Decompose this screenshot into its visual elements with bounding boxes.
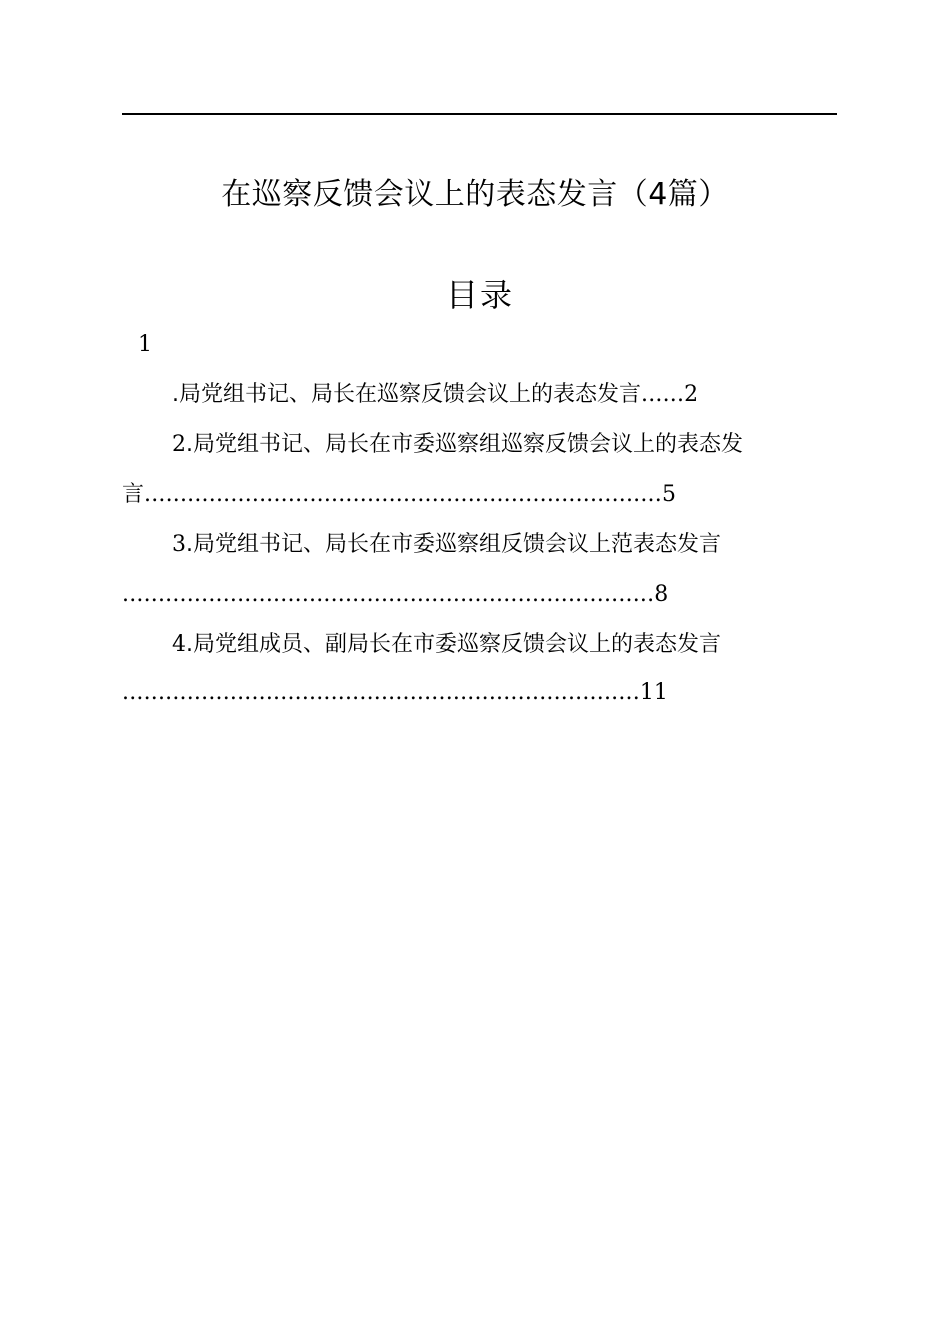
toc-entry-number: 3 xyxy=(172,532,186,557)
toc-entry-text: .局党组书记、局长在市委巡察组反馈会议上范表态发言 xyxy=(186,532,721,557)
toc-page-number: 8 xyxy=(654,582,669,607)
toc-entry-text: .局党组成员、副局长在市委巡察反馈会议上的表态发言 xyxy=(186,632,721,657)
toc-entry-number: 2 xyxy=(172,432,186,457)
toc-entry-1[interactable] xyxy=(172,380,698,410)
toc-entry-2[interactable] xyxy=(172,430,743,460)
header-rule xyxy=(122,113,837,115)
toc-entry-4-continuation[interactable] xyxy=(122,678,668,708)
toc-entry-4[interactable] xyxy=(172,630,721,660)
toc-leader-dots: ........................................................................ xyxy=(122,680,640,705)
toc-leader-dots: .......................................................................... xyxy=(122,582,655,607)
stray-page-number: 1 xyxy=(138,332,152,357)
toc-entry-3[interactable] xyxy=(172,530,721,560)
toc-entry-text: .局党组书记、局长在市委巡察组巡察反馈会议上的表态发 xyxy=(186,432,743,457)
toc-entry-number: 4 xyxy=(172,632,186,657)
toc-entry-text: .局党组书记、局长在巡察反馈会议上的表态发言 xyxy=(172,382,641,407)
document-title: 在巡察反馈会议上的表态发言（4篇） xyxy=(221,177,729,212)
toc-entry-2-continuation[interactable] xyxy=(122,480,676,510)
toc-leader-dots: ...... xyxy=(641,382,685,407)
toc-page-number: 2 xyxy=(684,382,699,407)
toc-leader-dots: ........................................................................ xyxy=(144,482,662,507)
toc-page-number: 5 xyxy=(661,482,676,507)
toc-page-number: 11 xyxy=(639,680,668,705)
toc-heading: 目录 xyxy=(445,276,514,314)
toc-entry-3-continuation[interactable] xyxy=(122,580,668,610)
toc-entry-text-continuation: 言 xyxy=(122,482,145,507)
